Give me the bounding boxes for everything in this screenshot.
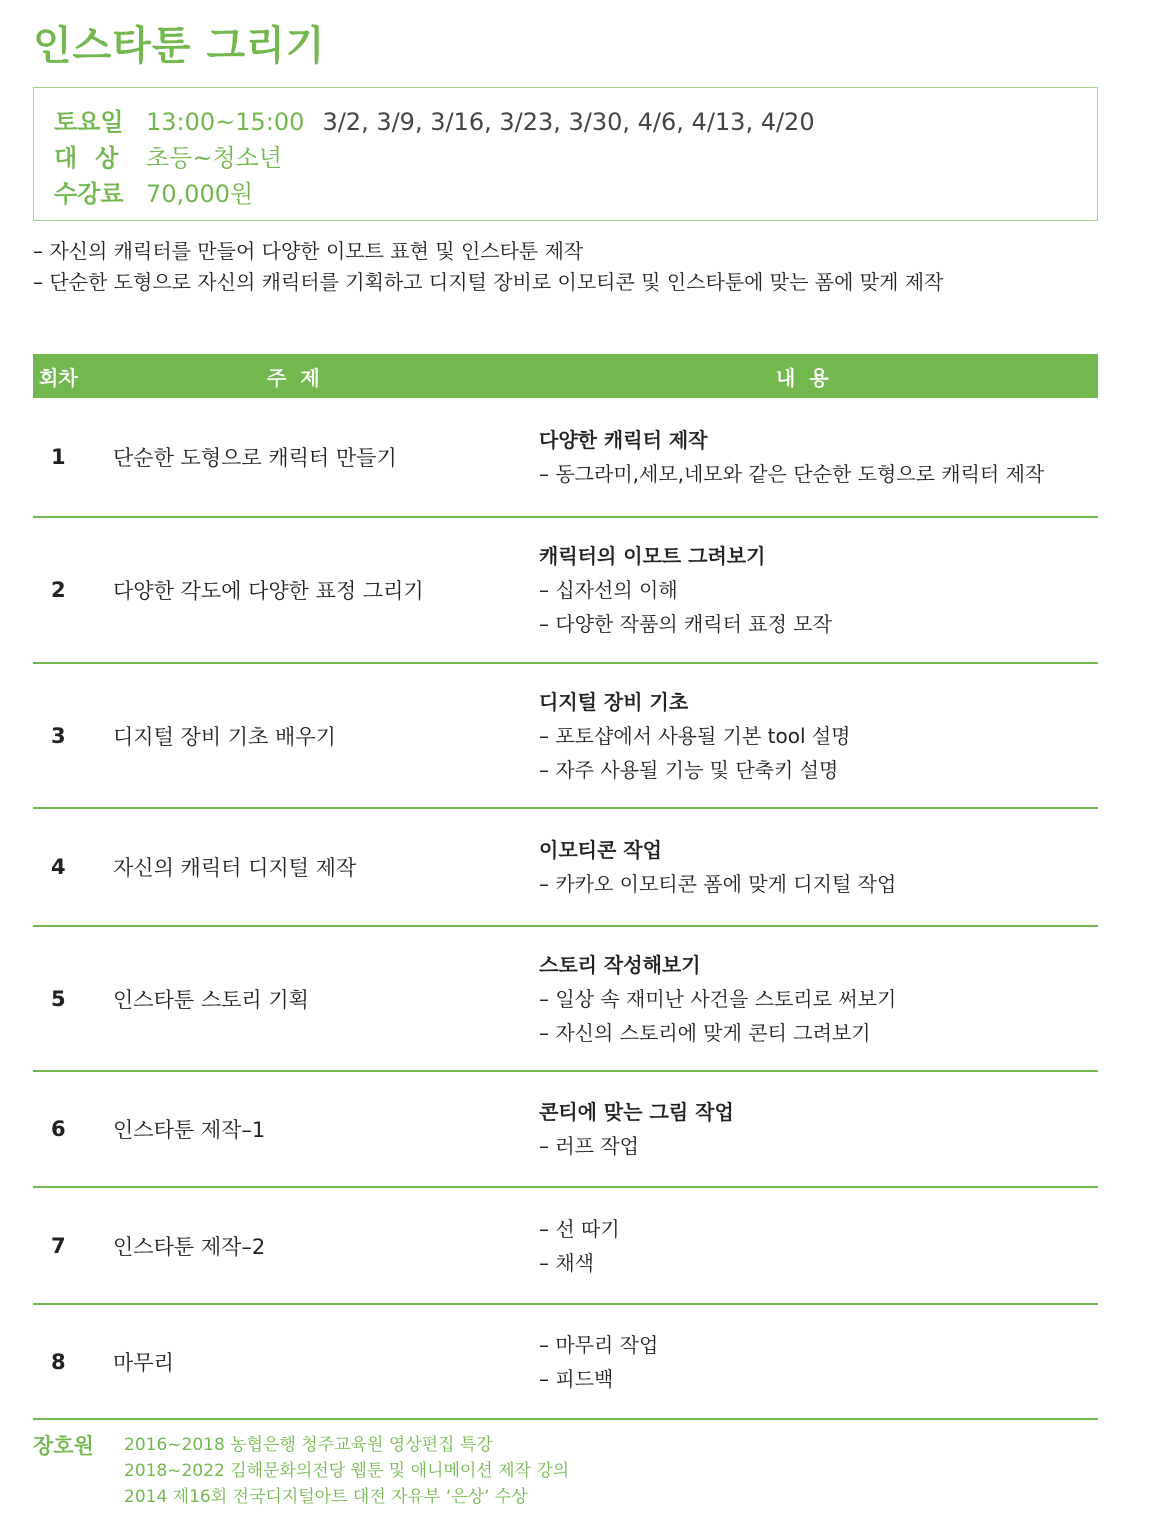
content-heading: 이모티콘 작업	[539, 838, 662, 862]
session-topic: 다양한 각도에 다양한 표정 그리기	[113, 579, 424, 603]
page-title: 인스타툰 그리기	[33, 23, 326, 69]
session-number: 3	[51, 723, 66, 748]
session-number: 8	[51, 1349, 66, 1374]
session-number: 2	[51, 578, 66, 602]
session-topic: 단순한 도형으로 캐릭터 만들기	[113, 446, 397, 470]
session-topic: 인스타툰 스토리 기획	[113, 987, 309, 1012]
table-row	[33, 1072, 1098, 1188]
session-content	[539, 1095, 734, 1163]
content-line: – 십자선의 이해	[539, 578, 678, 602]
session-topic: 인스타툰 제작–2	[113, 1234, 266, 1259]
instructor-name: 장호원	[33, 1434, 94, 1458]
career-item: 2018~2022 김해문화의전당 웹툰 및 애니메이션 제작 강의	[124, 1461, 570, 1481]
session-number: 7	[51, 1233, 66, 1258]
schedule-dates: 3/2, 3/9, 3/16, 3/23, 3/30, 4/6, 4/13, 4/20	[322, 108, 815, 136]
curriculum-table	[33, 354, 1098, 1420]
course-description	[33, 236, 943, 298]
instructor-section	[33, 1432, 569, 1510]
content-heading: 캐릭터의 이모트 그려보기	[539, 544, 766, 568]
target-row	[54, 138, 1097, 174]
table-row	[33, 664, 1098, 809]
content-heading: 디지털 장비 기초	[539, 689, 689, 714]
content-line: – 다양한 작품의 캐릭터 표정 모작	[539, 612, 832, 636]
target-label: 대상	[54, 144, 137, 172]
content-line: – 포토샵에서 사용될 기본 tool 설명	[539, 723, 851, 748]
session-number: 6	[51, 1117, 66, 1141]
schedule-time: 13:00~15:00	[146, 108, 305, 136]
table-header	[33, 354, 1098, 398]
content-line: – 선 따기	[539, 1216, 620, 1241]
content-line: – 채색	[539, 1250, 594, 1275]
table-row	[33, 1188, 1098, 1305]
course-info-box	[33, 87, 1098, 221]
header-no: 회차	[39, 365, 78, 390]
content-line: – 자신의 스토리에 맞게 콘티 그려보기	[539, 1020, 871, 1045]
session-number: 1	[51, 445, 66, 469]
session-content	[539, 539, 832, 641]
session-topic: 디지털 장비 기초 배우기	[113, 724, 336, 749]
content-heading: 스토리 작성해보기	[539, 952, 701, 977]
session-topic: 인스타툰 제작–1	[113, 1118, 266, 1142]
content-line: – 러프 작업	[539, 1134, 639, 1158]
description-line: – 자신의 캐릭터를 만들어 다양한 이모트 표현 및 인스타툰 제작	[33, 239, 584, 263]
fee-value: 70,000원	[146, 180, 254, 208]
target-value: 초등~청소년	[146, 144, 283, 172]
session-content	[539, 423, 1044, 491]
table-row	[33, 398, 1098, 518]
schedule-row	[54, 102, 1097, 138]
session-content	[539, 948, 896, 1050]
table-row	[33, 518, 1098, 664]
career-item: 2014 제16회 전국디지털아트 대전 자유부 ‘은상’ 수상	[124, 1487, 528, 1507]
fee-label: 수강료	[54, 180, 124, 208]
session-number: 5	[51, 986, 66, 1011]
table-row	[33, 927, 1098, 1072]
content-heading: 콘티에 맞는 그림 작업	[539, 1100, 734, 1124]
schedule-label: 토요일	[54, 108, 124, 136]
content-line: – 피드백	[539, 1366, 614, 1391]
session-content	[539, 1212, 620, 1280]
header-content: 내용	[776, 365, 843, 390]
session-content	[539, 833, 896, 901]
session-content	[539, 1328, 658, 1396]
content-line: – 일상 속 재미난 사건을 스토리로 써보기	[539, 986, 897, 1011]
fee-row	[54, 174, 1097, 210]
session-topic: 자신의 캐릭터 디지털 제작	[113, 856, 357, 880]
description-line: – 단순한 도형으로 자신의 캐릭터를 기획하고 디지털 장비로 이모티콘 및 인스타툰에 맞는 폼에 맞게 제작	[33, 270, 944, 294]
content-heading: 다양한 캐릭터 제작	[539, 428, 708, 452]
instructor-career-list	[124, 1432, 569, 1510]
header-topic: 주제	[267, 365, 334, 390]
content-line: – 자주 사용될 기능 및 단축키 설명	[539, 757, 839, 782]
session-content	[539, 685, 851, 787]
session-topic: 마무리	[113, 1350, 174, 1375]
content-line: – 카카오 이모티콘 폼에 맞게 디지털 작업	[539, 872, 897, 896]
session-number: 4	[51, 855, 66, 879]
table-row	[33, 809, 1098, 927]
table-row	[33, 1305, 1098, 1420]
career-item: 2016~2018 농협은행 청주교육원 영상편집 특강	[124, 1435, 493, 1455]
content-line: – 동그라미,세모,네모와 같은 단순한 도형으로 캐릭터 제작	[539, 462, 1045, 486]
content-line: – 마무리 작업	[539, 1332, 659, 1357]
